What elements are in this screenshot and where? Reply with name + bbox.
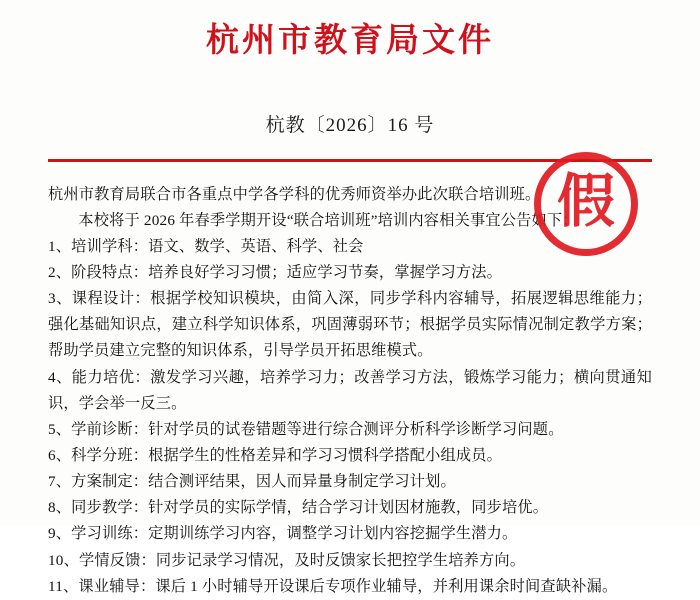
page-title: 杭州市教育局文件 (206, 23, 494, 59)
intro-line-2: 本校将于 2026 年春季学期开设“联合培训班”培训内容相关事宜公告如下： (78, 211, 578, 229)
intro-line-1: 杭州市教育局联合市各重点中学各学科的优秀师资举办此次联合培训班。 (48, 185, 541, 203)
document-number: 杭教〔2026〕16 号 (265, 114, 435, 136)
list-item: 1、培训学科：语文、数学、英语、科学、社会 (48, 237, 364, 255)
stamp-label: 假 (556, 169, 615, 234)
list-item: 10、学情反馈：同步记录学习情况，及时反馈家长把控学生培养方向。 (48, 551, 526, 569)
list-item: 6、科学分班：根据学生的性格差异和学习习惯科学搭配小组成员。 (48, 447, 503, 464)
header-divider (48, 159, 652, 162)
list-item: 11、课业辅导：课后 1 小时辅导开设课后专项作业辅导，并利用课余时间查缺补漏。 (48, 577, 618, 595)
list-item: 2、阶段特点：培养良好学习习惯；适应学习节奏，掌握学习方法。 (48, 264, 503, 282)
list-item: 9、学习训练：定期训练学习内容，调整学习计划内容挖掘学生潜力。 (48, 525, 518, 543)
list-item: 7、方案制定：结合测评结果，因人而异量身制定学习计划。 (48, 473, 456, 491)
list-item: 3、课程设计：根据学校知识模块，由简入深，同步学科内容辅导，拓展逻辑思维能力；强化基础知识点，建立科学知识体系，巩固薄弱环节；根据学员实际情况制定教学方案；帮助学员建立完整的知识体系，引导学员开拓思维模式。 (48, 290, 652, 360)
list-item: 4、能力培优：激发学习兴趣，培养学习力；改善学习方法，锻炼学习能力；横向贯通知识，学会举一反三。 (48, 368, 652, 412)
document-body (48, 182, 652, 600)
list-item: 8、同步教学：针对学员的实际学情，结合学习计划因材施教，同步培优。 (48, 499, 549, 517)
list-item: 5、学前诊断：针对学员的试卷错题等进行综合测评分析科学诊断学习问题。 (48, 420, 564, 438)
